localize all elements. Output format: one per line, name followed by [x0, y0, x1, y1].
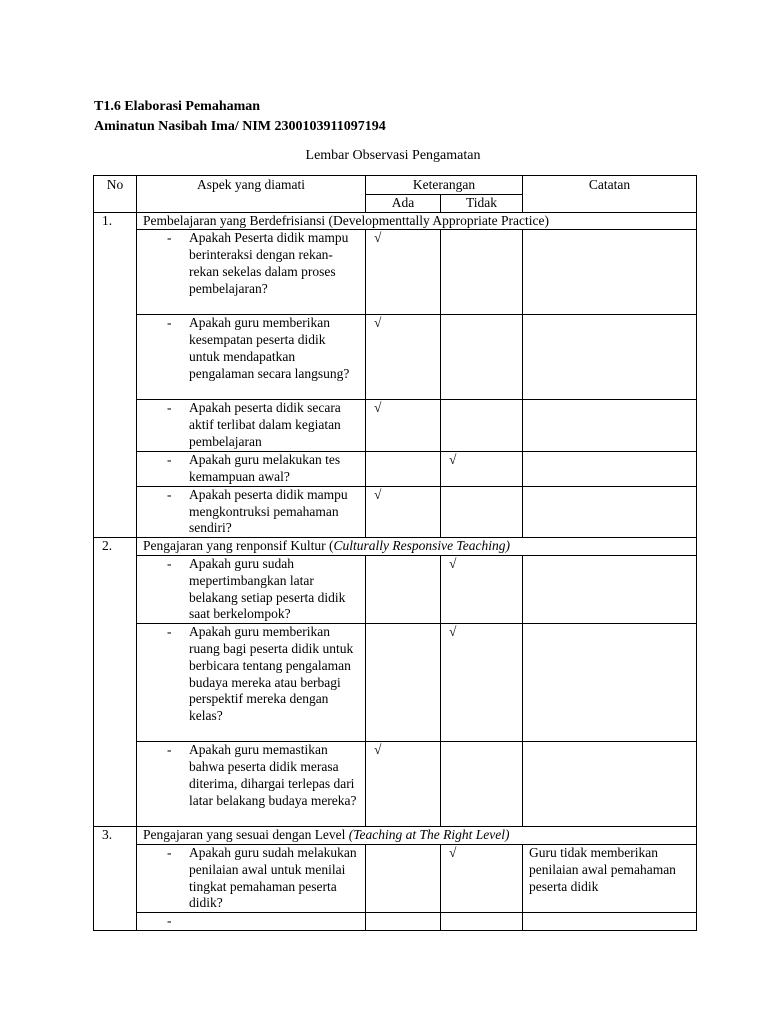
observation-table [93, 175, 697, 931]
catatan-cell [523, 315, 697, 400]
tidak-cell: √ [441, 624, 523, 742]
bullet-dash: - [167, 486, 172, 502]
question-row [94, 230, 697, 315]
question-cell [137, 742, 366, 827]
section-row [94, 827, 697, 845]
question-row [94, 624, 697, 742]
question-row [94, 742, 697, 827]
ada-cell [366, 451, 441, 486]
tidak-cell: √ [441, 451, 523, 486]
bullet-dash: - [167, 400, 172, 416]
catatan-cell [523, 451, 697, 486]
ada-cell: √ [366, 230, 441, 315]
catatan-cell [523, 486, 697, 537]
tidak-cell [441, 913, 523, 931]
section-title [137, 212, 697, 230]
tidak-cell [441, 315, 523, 400]
ada-cell: √ [366, 400, 441, 451]
question-cell [137, 555, 366, 623]
question-text: Apakah guru memberikan ruang bagi peserta didik untuk berbicara tentang pengalaman budaya mereka atau berbagi perspektif mereka dengan kelas? [189, 624, 354, 724]
observation-table-body [94, 212, 697, 930]
section-title [137, 538, 697, 556]
header-ada: Ada [366, 194, 441, 212]
section-title-text: Pengajaran yang renponsif Kultur ( [143, 538, 334, 554]
question-row [94, 844, 697, 912]
bullet-dash: - [167, 451, 172, 467]
bullet-dash: - [167, 913, 172, 929]
question-cell [137, 624, 366, 742]
section-title-text: Pengajaran yang sesuai dengan Level [143, 827, 349, 843]
question-row [94, 400, 697, 451]
ada-cell [366, 913, 441, 931]
bullet-dash: - [167, 555, 172, 571]
sheet-title: Lembar Observasi Pengamatan [305, 148, 481, 163]
section-number: 1. [94, 212, 137, 538]
ada-cell [366, 555, 441, 623]
header-catatan: Catatan [523, 176, 697, 213]
catatan-cell [523, 913, 697, 931]
question-row [94, 913, 697, 931]
question-text: Apakah peserta didik secara aktif terlibat dalam kegiatan pembelajaran [189, 400, 341, 449]
ada-cell [366, 844, 441, 912]
section-title-italic: Culturally Responsive Teaching) [333, 538, 510, 554]
ada-cell: √ [366, 486, 441, 537]
question-text: Apakah guru memastikan bahwa peserta didik merasa diterima, dihargai terlepas dari latar belakang budaya mereka? [189, 742, 357, 808]
question-cell [137, 315, 366, 400]
question-cell [137, 400, 366, 451]
ada-cell: √ [366, 315, 441, 400]
question-text: Apakah guru memberikan kesempatan peserta didik untuk mendapatkan pengalaman secara langsung? [189, 315, 350, 381]
section-title-italic: (Teaching at The Right Level) [348, 827, 510, 843]
question-text: Apakah Peserta didik mampu berinteraksi dengan rekan-rekan sekelas dalam proses pembelajaran? [189, 230, 349, 296]
catatan-cell [523, 624, 697, 742]
header-keterangan: Keterangan [366, 176, 523, 195]
section-number: 2. [94, 538, 137, 827]
tidak-cell [441, 486, 523, 537]
section-row [94, 212, 697, 230]
tidak-cell [441, 230, 523, 315]
catatan-cell [523, 742, 697, 827]
catatan-cell [523, 555, 697, 623]
question-row [94, 315, 697, 400]
section-row [94, 538, 697, 556]
bullet-dash: - [167, 624, 172, 640]
bullet-dash: - [167, 844, 172, 860]
bullet-dash: - [167, 742, 172, 758]
bullet-dash: - [167, 315, 172, 331]
bullet-dash: - [167, 230, 172, 246]
tidak-cell [441, 400, 523, 451]
catatan-cell [523, 400, 697, 451]
ada-cell [366, 624, 441, 742]
question-text: Apakah guru sudah mepertimbangkan latar belakang setiap peserta didik saat berkelompok? [189, 555, 346, 622]
ada-cell: √ [366, 742, 441, 827]
question-text: Apakah guru sudah melakukan penilaian awal untuk menilai tingkat pemahaman peserta didik? [189, 844, 357, 911]
header-tidak: Tidak [441, 194, 523, 212]
question-cell [137, 913, 366, 931]
question-cell [137, 844, 366, 912]
section-number: 3. [94, 827, 137, 931]
catatan-cell [523, 230, 697, 315]
section-title [137, 827, 697, 845]
question-row [94, 555, 697, 623]
question-cell [137, 230, 366, 315]
header-no: No [94, 176, 137, 213]
question-text: Apakah guru melakukan tes kemampuan awal? [189, 451, 341, 484]
tidak-cell: √ [441, 555, 523, 623]
tidak-cell: √ [441, 844, 523, 912]
question-row [94, 451, 697, 486]
question-text: Apakah peserta didik mampu mengkontruksi pemahaman sendiri? [189, 486, 348, 536]
question-cell [137, 451, 366, 486]
question-cell [137, 486, 366, 537]
document-heading-author: Aminatun Nasibah Ima/ NIM 2300103911097194 [94, 119, 386, 134]
question-row [94, 486, 697, 537]
tidak-cell [441, 742, 523, 827]
document-heading-title: T1.6 Elaborasi Pemahaman [94, 99, 261, 114]
catatan-cell: Guru tidak memberikan penilaian awal pemahaman peserta didik [523, 844, 697, 912]
question-text [189, 913, 359, 930]
section-title-text: Pembelajaran yang Berdefrisiansi (Developmenttally Appropriate Practice) [143, 212, 549, 228]
header-aspek: Aspek yang diamati [137, 176, 366, 213]
